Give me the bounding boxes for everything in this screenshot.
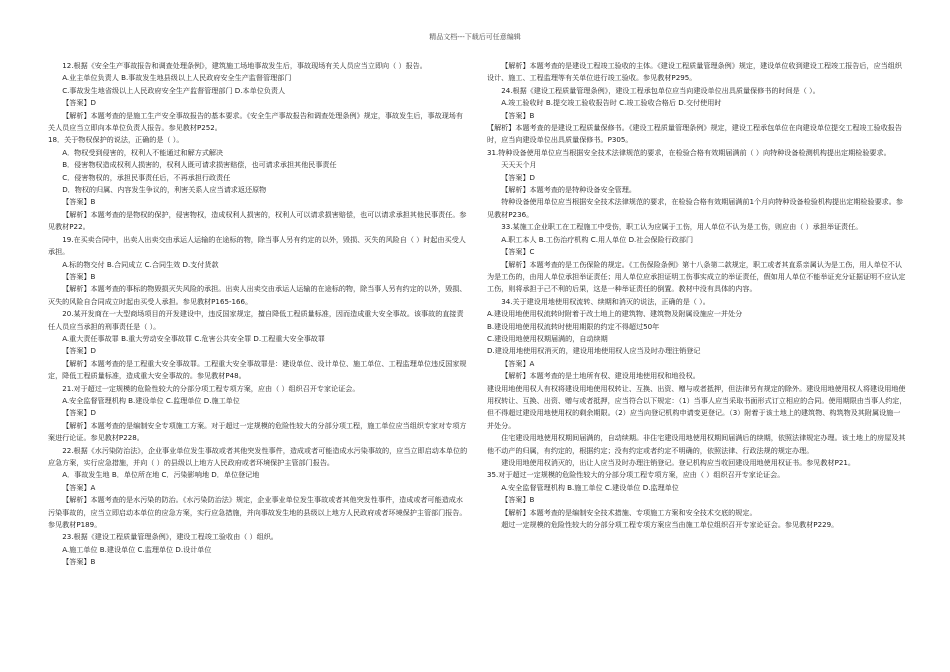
text-line: A.施工单位 B.建设单位 C.监理单位 D.设计单位 bbox=[62, 544, 212, 554]
text-line: A.竣工验收时 B.提交竣工验收报告时 C.竣工验收合格后 D.交付使用时 bbox=[501, 98, 722, 108]
text-line: D.建设用地使用权消灭的，建设用地使用权人应当及时办理注销登记 bbox=[487, 346, 701, 356]
text-line: A.重大责任事故罪 B.重大劳动安全事故罪 C.危害公共安全罪 D.工程重大安全事故罪 bbox=[62, 333, 325, 343]
text-line: C．侵害物权的，承担民事责任后，不再承担行政责任 bbox=[62, 172, 231, 182]
text-line: 【解析】本题考查的是工程重大安全事故罪。工程重大安全事故罪是：建设单位、设计单位、施工单位、工程监理单位违反国家规定，降低工程质量标准，造成重大安全事故的。参见教材P48。 bbox=[48, 358, 467, 381]
text-line: 20.某开发商在一大型商场项目的开发建设中，违反国家规定，擅自降低工程质量标准，因而造成重大安全事故。该事故的直接责任人员应当承担的刑事责任是（ ）。 bbox=[48, 309, 464, 331]
text-line: 【解析】本题考查的是工伤保险的规定。《工伤保险条例》第十八条第二款规定，职工或者其直系亲属认为是工伤，用人单位不认为是工伤的，由用人单位承担举证责任；用人单位应承担证明工伤事实成立的举证责任，假如用人单位不能举证充分证据证明不应认定工伤，则将承担于己不利的后果，这是一种举证责任的倒置。教材中没有具体的内容。 bbox=[487, 259, 906, 294]
text-line: 【答案】B bbox=[62, 557, 96, 567]
left-column bbox=[48, 60, 468, 569]
text-line: 住宅建设用地使用权期间届满的，自动续期。非住宅建设用地使用权期间届满后的续期，依照法律规定办理。该土地上的房屋及其他不动产的归属，有约定的，根据约定；没有约定或者约定不明确的，依照法律、行政法规的规定办理。 bbox=[487, 433, 906, 455]
text-line: 【解析】本题考查的是特种设备安全管理。 bbox=[501, 185, 636, 195]
text-line: D．物权的归属、内容发生争议的，利害关系人应当请求返还原物 bbox=[62, 185, 267, 195]
text-line: 【答案】A bbox=[501, 358, 535, 368]
text-line: A.业主单位负责人 B.事故发生地县级以上人民政府安全生产监督管理部门 bbox=[62, 73, 292, 83]
text-line: A.建设用地使用权流转时附着于改土地上的建筑物、建筑物及附属设施应一并处分 bbox=[487, 309, 743, 319]
text-line: A.安全监督管理机构 B.建设单位 C.监理单位 D.施工单位 bbox=[62, 395, 240, 405]
text-line: B．侵害物权造成权利人损害的，权利人既可请求损害赔偿，也可请求承担其他民事责任 bbox=[62, 160, 337, 170]
text-line: B.建设用地使用权流转时使用期限的约定不得超过50年 bbox=[487, 321, 660, 331]
text-line: 【解析】本题考查的是编制安全专项施工方案。对于超过一定规模的危险性较大的分部分项工程，施工单位应当组织专家对专项方案进行论证。参见教材P228。 bbox=[48, 420, 467, 443]
text-line: 24.根据《建设工程质量管理条例》，建设工程承包单位应当向建设单位出具质量保修书的时间是（ ）。 bbox=[501, 85, 820, 95]
text-line: 天天天个月 bbox=[501, 160, 537, 170]
text-line: 特种设备使用单位应当根据安全技术法律规范的要求，在检验合格有效期届满前1个月向特种设备检验机构提出定期检验要求。参见教材P236。 bbox=[487, 197, 903, 219]
text-line: 超过一定规模的危险性较大的分部分项工程专项方案应当由施工单位组织召开专家论证会。参见教材P229。 bbox=[501, 520, 839, 530]
text-line: 【答案】C bbox=[501, 247, 535, 257]
text-line: A．物权受到侵害的，权利人不能通过和解方式解决 bbox=[62, 147, 224, 157]
text-line: 【解析】本题考查的是水污染的防治。《水污染防治法》规定，企业事业单位发生事故或者其他突发性事件，造成或者可能造成水污染事故的，应当立即启动本单位的应急方案，实行应急措施，并向事故发生地的县级以上地方人民政府或者环境保护主管部门报告。参见教材P189。 bbox=[48, 495, 467, 530]
text-line: C.建设用地使用权期届满的，自动续期 bbox=[487, 333, 608, 343]
text-line: 【解析】本题考查的是施工生产安全事故报告的基本要求。《安全生产事故报告和调查处理条例》规定，事故发生后，事故现场有关人员应当立即向本单位负责人报告。参见教材P252。 bbox=[48, 110, 463, 133]
right-column bbox=[487, 60, 907, 531]
page-header: 精品文档---下载后可任意编辑 bbox=[429, 33, 521, 41]
text-line: 【解析】本题考查的是土地所有权、建设用地使用权和地役权。 bbox=[501, 371, 700, 381]
text-line: 【答案】B bbox=[501, 110, 535, 120]
text-line: 【答案】B bbox=[62, 271, 96, 281]
text-line: 23.根据《建设工程质量管理条例》，建设工程竣工验收由（ ）组织。 bbox=[62, 532, 278, 542]
text-line: A.安全监督管理机构 B.施工单位 C.建设单位 D.监理单位 bbox=[501, 482, 679, 492]
text-line: 34.关于建设用地使用权流转、续期和消灭的说法，正确的是（ ）。 bbox=[501, 296, 710, 306]
text-line: 【答案】A bbox=[62, 482, 96, 492]
text-line: 【解析】本题考查的是建设工程质量保修书。《建设工程质量管理条例》规定，建设工程承包单位在向建设单位提交工程竣工验收报告时，应当向建设单位出具质量保修书。P305。 bbox=[487, 123, 902, 145]
text-line: 【答案】D bbox=[62, 346, 97, 356]
text-line: 21.对于超过一定规模的危险性较大的分部分项工程专项方案，应由（ ）组织召开专家论证会。 bbox=[62, 383, 360, 393]
text-line: 【解析】本题考查的是建设工程竣工验收的主体。《建设工程质量管理条例》规定，建设单位收到建设工程竣工报告后，应当组织设计、施工、工程监理等有关单位进行竣工验收。参见教材P295。 bbox=[487, 61, 902, 83]
text-line: 35.对于超过一定规模的危险性较大的分部分项工程专项方案，应由（ ）组织召开专家论证会。 bbox=[487, 470, 785, 480]
text-line: 【答案】B bbox=[62, 197, 96, 207]
text-line: 22.根据《水污染防治法》，企业事业单位发生事故或者其他突发性事件，造成或者可能造成水污染事故的，应当立即启动本单位的应急方案，实行应急措施，并向（ ）的县级以上地方人民政府或者环境保护主管部门报告。 bbox=[48, 445, 468, 467]
text-line: 【答案】D bbox=[62, 98, 97, 108]
text-line: 【解析】本题考查的事标的物毁损灭失风险的承担。出卖人出卖交由承运人运输的在途标的物，除当事人另有约定的以外，毁损、灭失的风险自合同成立时起由买受人承担。参见教材P165-166。 bbox=[48, 284, 467, 306]
text-line: A.标的物交付 B.合同成立 C.合同生效 D.支付货款 bbox=[62, 259, 219, 269]
text-line: C.事故发生地省级以上人民政府安全生产监督管理部门 D.本单位负责人 bbox=[62, 85, 286, 95]
text-line: 建设用地使用权人有权将建设用地使用权转让、互换、出资、赠与或者抵押，但法律另有规定的除外。建设用地使用权人将建设用地使用权转让、互换、出资、赠与或者抵押，应当符合以下规定：（1）当事人应当采取书面形式订立相应的合同。使用期限由当事人约定，但不得超过建设用地使用权的剩余期限。（2）应当向登记机构申请变更登记。（3）附着于该土地上的建筑物、构筑物及其附属设施一并处分。 bbox=[487, 383, 907, 430]
text-line: 【答案】B bbox=[501, 495, 535, 505]
text-line: 19.在买卖合同中，出卖人出卖交由承运人运输的在途标的物，除当事人另有约定的以外，毁损、灭失的风险自（ ）时起由买受人承担。 bbox=[48, 234, 466, 257]
text-line: 12.根据《安全生产事故报告和调查处理条例》，建筑施工场地事故发生后，事故现场有关人员应当立即向（ ）报告。 bbox=[62, 61, 427, 70]
text-line: 【答案】D bbox=[501, 172, 536, 182]
text-line: 31.特种设备使用单位应当根据安全技术法律规范的要求，在检验合格有效期届满前（ ）向特种设备检测机构提出定期检验要求。 bbox=[487, 147, 891, 157]
text-line: 建设用地使用权消灭的，出让人应当及时办理注销登记。登记机构应当收回建设用地使用权证书。参见教材P21。 bbox=[501, 458, 855, 467]
text-line: A．事故发生地 B．单位所在地 C．污染影响地 D．单位登记地 bbox=[62, 470, 260, 480]
text-line: 【答案】D bbox=[62, 408, 97, 418]
text-line: A.职工本人 B.工伤治疗机构 C.用人单位 D.社会保险行政部门 bbox=[501, 234, 694, 244]
text-line: 18．关于物权保护的说法，正确的是（ ）。 bbox=[48, 135, 184, 145]
text-line: 【解析】本题考查的是物权的保护，侵害物权，造成权利人损害的，权利人可以请求损害赔偿，也可以请求承担其他民事责任。参见教材P22。 bbox=[48, 209, 467, 232]
text-line: 33.某施工企业职工在工程施工中受伤，职工认为应属于工伤，用人单位不认为是工伤，则应由（ ）承担举证责任。 bbox=[501, 222, 863, 232]
text-line: 【解析】本题考查的是编制安全技术措施、专项施工方案和安全技术交底的规定。 bbox=[501, 507, 757, 517]
